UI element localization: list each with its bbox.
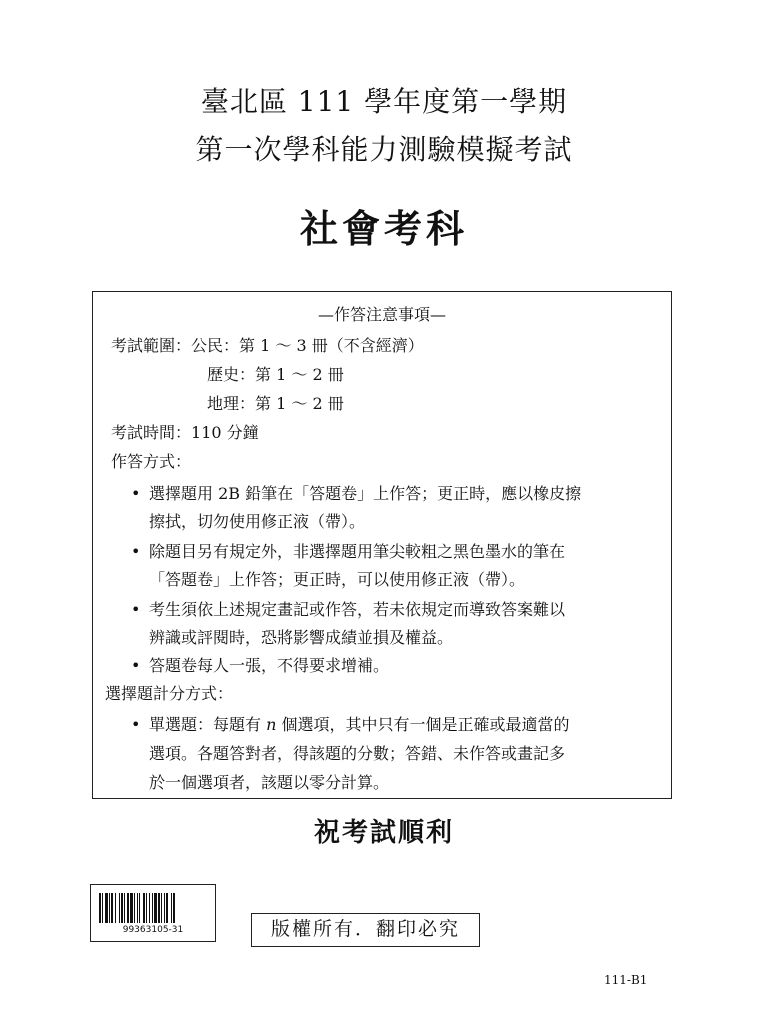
time-value: 110 分鐘 [191,423,259,442]
bullet-marker: • [131,600,141,619]
scoring-variable-n: n [266,715,277,734]
method-bullet-1 [131,484,581,504]
scope-civics: 公民：第 1 ～ 3 冊（不含經濟） [191,336,424,355]
method-bullet-3-line-1: 考生須依上述規定畫記或作答，若未依規定而導致答案難以 [149,600,566,619]
page-code: 111-B1 [604,973,648,987]
bullet-marker: • [131,542,141,561]
method-bullet-1-line-2: 擦拭，切勿使用修正液（帶）。 [149,512,366,531]
scoring-line-3: 於一個選項者，該題以零分計算。 [149,773,390,792]
method-bullet-2 [131,542,565,562]
time-row [111,423,259,443]
scope-label: 考試範圍： [111,336,192,355]
scoring-label: 選擇題計分方式： [105,684,234,703]
scope-history: 歷史：第 1 ～ 2 冊 [207,365,344,384]
bullet-marker: • [131,715,141,734]
bullet-marker: • [131,484,141,503]
header-line-1: 臺北區 111 學年度第一學期 [200,85,568,118]
barcode-box [90,884,216,942]
method-bullet-3 [131,600,565,620]
scope-row [111,336,424,356]
barcode-number: 99363105-31 [122,925,184,935]
method-bullet-4 [131,656,389,676]
method-bullet-4-line-1: 答題卷每人一張，不得要求增補。 [149,656,390,675]
bullet-marker: • [131,656,141,675]
time-label: 考試時間： [111,423,192,442]
notice-box [92,291,672,799]
method-label: 作答方式： [111,452,192,471]
scope-geography: 地理：第 1 ～ 2 冊 [207,394,344,413]
copyright-box: 版權所有．翻印必究 [251,913,480,947]
closing-message: 祝考試順利 [313,818,454,848]
scoring-prefix: 單選題：每題有 [149,715,267,734]
subject-title: 社會考科 [299,206,468,251]
method-bullet-3-line-2: 辨識或評閱時，恐將影響成績並損及權益。 [149,628,454,647]
method-bullet-2-line-2: 「答題卷」上作答；更正時，可以使用修正液（帶）。 [149,570,526,589]
scoring-bullet [131,715,570,735]
scoring-line-2: 選項。各題答對者，得該題的分數；答錯、未作答或畫記多 [149,744,566,763]
method-bullet-2-line-1: 除題目另有規定外，非選擇題用筆尖較粗之黑色墨水的筆在 [149,542,566,561]
scoring-rest: 個選項，其中只有一個是正確或最適當的 [276,715,570,734]
barcode-icon [99,893,207,923]
header-line-2: 第一次學科能力測驗模擬考試 [195,133,573,166]
notice-heading: —作答注意事項— [317,305,446,324]
method-bullet-1-line-1: 選擇題用 2B 鉛筆在「答題卷」上作答；更正時，應以橡皮擦 [149,484,582,503]
